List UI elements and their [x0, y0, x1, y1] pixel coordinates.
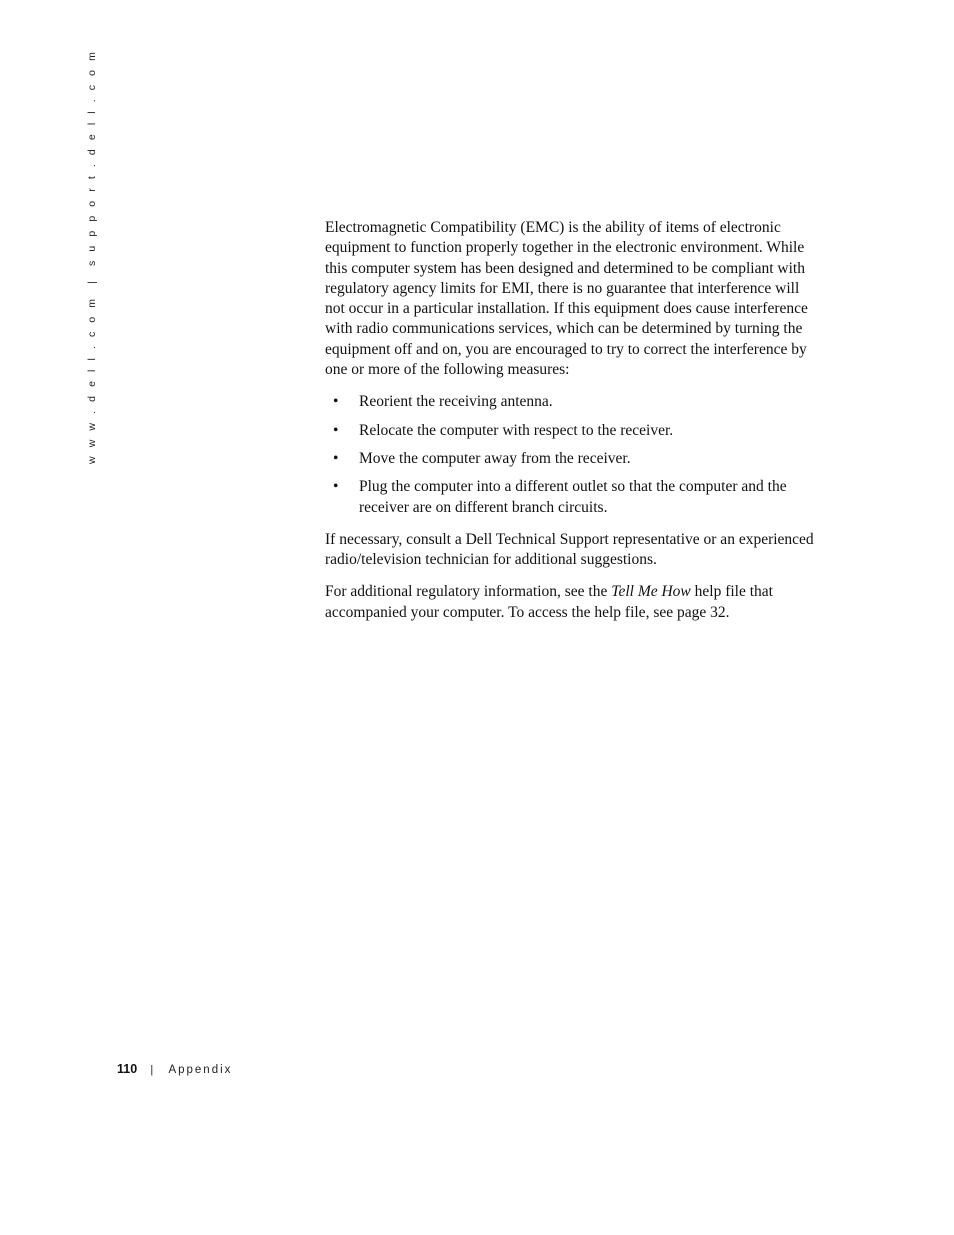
bullet-icon: •	[333, 478, 339, 496]
list-item	[325, 421, 817, 441]
side-website-url	[86, 49, 98, 464]
url-separator: |	[86, 277, 98, 284]
main-content	[325, 218, 817, 623]
support-url: s u p p o r t . d e l l . c o m	[86, 49, 98, 266]
list-item-text: Reorient the receiving antenna.	[359, 393, 553, 411]
regulatory-paragraph	[325, 582, 817, 623]
list-item-text: Plug the computer into a different outlet so that the computer and the receiver are on different branch circuits.	[359, 478, 787, 516]
regulatory-text-suffix: help file that accompanied your computer. To access the help file, see page 32.	[325, 583, 773, 621]
list-item	[325, 392, 817, 412]
bullet-icon: •	[333, 421, 339, 439]
measures-list	[325, 392, 817, 517]
footer-separator: |	[150, 1064, 154, 1076]
list-item	[325, 449, 817, 469]
bullet-icon: •	[333, 393, 339, 411]
list-item	[325, 477, 817, 518]
help-file-title: Tell Me How	[611, 583, 691, 601]
regulatory-text-prefix: For additional regulatory information, see the	[325, 583, 612, 601]
support-paragraph: If necessary, consult a Dell Technical Support representative or an experienced radio/television technician for additional suggestions.	[325, 530, 814, 569]
list-item-text: Move the computer away from the receiver.	[359, 449, 631, 467]
list-item-text: Relocate the computer with respect to the receiver.	[359, 421, 674, 439]
dell-url: w w w . d e l l . c o m	[86, 295, 98, 464]
section-name: Appendix	[168, 1064, 233, 1076]
page-number: 110	[117, 1062, 138, 1076]
page-footer	[117, 1062, 232, 1076]
bullet-icon: •	[333, 449, 339, 467]
emc-paragraph: Electromagnetic Compatibility (EMC) is the ability of items of electronic equipment to function properly together in the electronic environment. While this computer system has been designed and determined to be compliant with regulatory agency limits for EMI, there is no guarantee that interference will not occur in a particular installation. If this equipment does cause interference with radio communications services, which can be determined by turning the equipment off and on, you are encouraged to try to correct the interference by one or more of the following measures:	[325, 219, 808, 379]
